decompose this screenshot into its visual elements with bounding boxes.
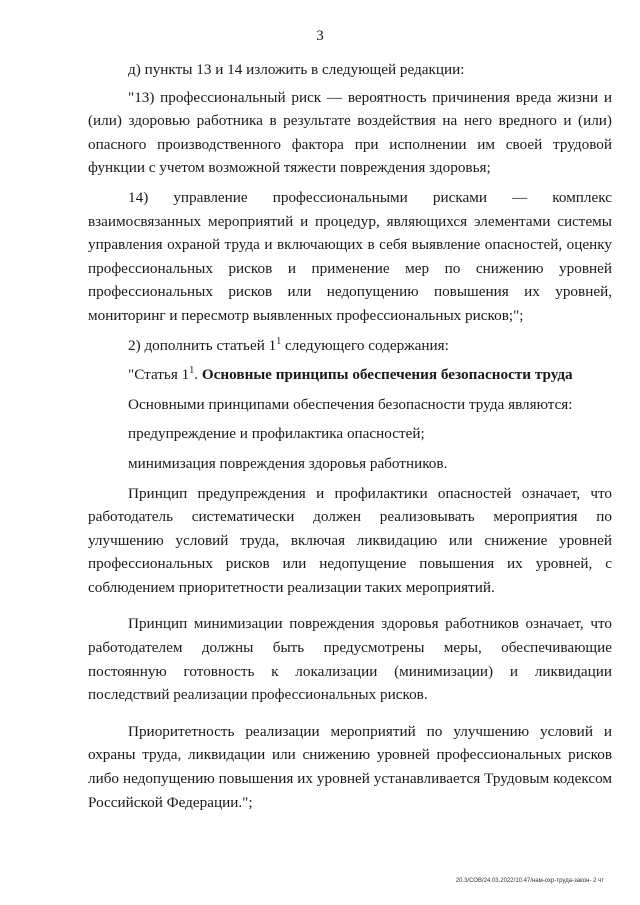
paragraph-item-14: 14) управление профессиональными рисками — комплекс взаимосвязанных мероприятий и процедур, являющихся элементами системы управления охраной труда и включающих в себя выявление опасностей, оценку профессиональных рисков и применение мер по снижению уровней профессиональных рисков или недопущению повышения их уровней, мониторинг и пересмотр выявленных профессиональных рисков;";: [88, 188, 612, 324]
add-article-superscript: 1: [276, 335, 282, 347]
page-number: 3: [316, 28, 324, 44]
principles-intro: Основными принципами обеспечения безопасности труда являются:: [128, 395, 573, 413]
article-prefix: "Статья 1: [128, 366, 190, 384]
add-article-intro-tail: следующего содержания:: [281, 336, 449, 354]
add-article-intro-text: 2) дополнить статьей 1: [128, 336, 277, 354]
article-superscript: 1: [189, 365, 195, 377]
article-heading: [88, 363, 612, 387]
principle-item-1: предупреждение и профилактика опасностей;: [128, 425, 425, 443]
article-title: Основные принципы обеспечения безопасности труда: [201, 366, 573, 384]
paragraph-minimization-principle: Принцип минимизации повреждения здоровья работников означает, что работодателем должны быть предусмотрены меры, обеспечивающие постоянную готовность к локализации (минимизации) и ликвидации последствий реализации профессиональных рисков.: [88, 615, 612, 704]
paragraph-prevention-principle: Принцип предупреждения и профилактики опасностей означает, что работодатель систематически должен реализовывать мероприятия по улучшению условий труда, включая ликвидацию или снижение уровней профессиональных рисков или недопущение повышения их уровней, с соблюдением приоритетности реализации таких мероприятий.: [88, 484, 612, 596]
principle-item-2: минимизация повреждения здоровья работников.: [128, 454, 448, 472]
document-body: [88, 58, 612, 814]
paragraph-item-13: "13) профессиональный риск — вероятность причинения вреда жизни и (или) здоровью работника в результате воздействия на него вредного и (или) опасного производственного фактора при исполнении им своей трудовой функции с учетом возможной тяжести повреждения здоровья;: [88, 88, 612, 177]
item-d-intro: д) пункты 13 и 14 изложить в следующей редакции:: [128, 61, 465, 78]
footer-doc-code: 20.3/СОВ/24.03.2022/10.47/нам-охр-труда-закон- 2 чт: [455, 878, 604, 884]
article-dot: .: [194, 366, 202, 384]
paragraph-priority: Приоритетность реализации мероприятий по улучшению условий и охраны труда, ликвидации или снижению уровней профессиональных рисков либо недопущению повышения их уровней устанавливается Трудовым кодексом Российской Федерации.";: [88, 722, 612, 811]
add-article-intro: [88, 334, 612, 358]
